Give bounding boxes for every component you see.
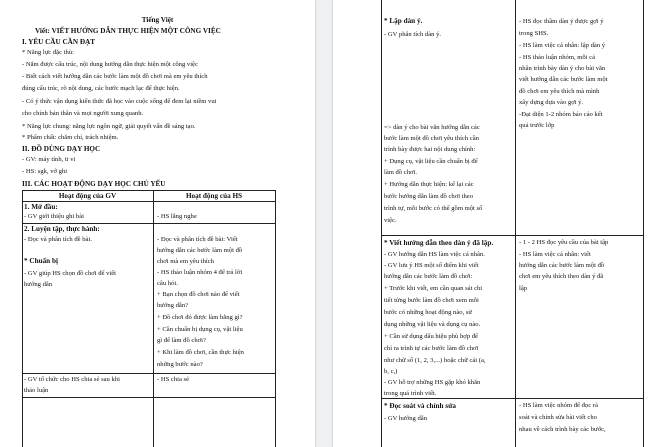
row-title: 2. Luyện tập, thực hành: bbox=[24, 225, 100, 233]
text-line: * Năng lực chung: năng lực ngôn ngữ, giải quyết vấn đề sáng tạo. bbox=[22, 123, 196, 130]
cell-text: hướng dẫn các bước làm một đồ bbox=[157, 247, 243, 254]
cell-text: - GV giúp HS chọn đồ chơi để viết bbox=[24, 270, 117, 277]
cell-text: - 1 - 2 HS đọc yêu cầu của bài tập bbox=[519, 239, 609, 246]
table-rule bbox=[22, 397, 275, 398]
cell-text: -Đại diện 1-2 nhóm báo cáo kết bbox=[519, 111, 603, 118]
subject-heading: Tiếng Việt bbox=[141, 16, 174, 24]
section-heading-3: III. CÁC HOẠT ĐỘNG DẠY HỌC CHỦ YẾU bbox=[22, 180, 166, 188]
cell-text: - GV giới thiệu ghi bài bbox=[24, 213, 84, 220]
cell-text: như chữ số (1, 2, 3,...) hoặc chữ cái (a, bbox=[384, 357, 486, 364]
cell-text: bước hướng dẫn làm đồ chơi theo bbox=[384, 193, 474, 200]
cell-text: bước làm một đồ chơi yêu thích cần bbox=[384, 135, 479, 142]
cell-text: nhau về cách trình bày các bước, bbox=[519, 426, 606, 433]
section-heading-1: I. YÊU CẦU CẦN ĐẠT bbox=[22, 38, 96, 46]
table-divider bbox=[153, 190, 154, 447]
text-line: cho chính bản thân và mọi người xung quanh. bbox=[22, 110, 144, 117]
text-line: - Nắm được cấu trúc, nội dung hướng dẫn thực hiện một công việc bbox=[22, 61, 198, 68]
cell-text: - GV lưu ý HS một số điểm khi viết bbox=[384, 262, 479, 269]
cell-text: + Cần chuẩn bị dụng cụ, vật liệu bbox=[157, 326, 243, 333]
cell-text: - GV phân tích dàn ý. bbox=[384, 31, 442, 38]
cell-text: - Đọc và phân tích đề bài: Viết bbox=[157, 236, 238, 243]
row-title: * Đọc soát và chỉnh sửa bbox=[384, 402, 457, 410]
cell-text: - GV tổ chức cho HS chia sẻ sau khi bbox=[24, 376, 120, 383]
cell-text: + Cần sử dụng dấu hiệu phù hợp để bbox=[384, 333, 478, 340]
cell-text: - HS thảo luận nhóm 4 để trả lời bbox=[157, 269, 243, 276]
table-rule bbox=[22, 201, 275, 202]
cell-text: - HS đọc thầm dàn ý được gợi ý bbox=[519, 18, 604, 25]
cell-text: quả trước lớp bbox=[519, 122, 555, 129]
section-heading-2: II. ĐỒ DÙNG DẠY HỌC bbox=[22, 145, 101, 153]
cell-text: viết hướng dẫn các bước làm một bbox=[519, 76, 608, 83]
cell-text: hướng dẫn bbox=[24, 281, 53, 288]
cell-text: - GV hướng dẫn bbox=[384, 415, 428, 422]
cell-text: + Dụng cụ, vật liệu cần chuẩn bị để bbox=[384, 158, 478, 165]
cell-text: - HS lắng nghe bbox=[157, 213, 197, 220]
cell-text: câu hỏi. bbox=[157, 280, 178, 287]
cell-text: trình tự, mỗi bước có thể gồm một số bbox=[384, 205, 483, 212]
lesson-title: Viết: VIẾT HƯỚNG DẪN THỰC HIỆN MỘT CÔNG VIỆC bbox=[35, 27, 221, 35]
cell-text: xây dựng dựa vào gợi ý. bbox=[519, 99, 584, 106]
cell-text: - GV hướng dẫn HS làm việc cá nhân. bbox=[384, 251, 485, 258]
cell-text: nhân trình bày dàn ý cho bài văn bbox=[519, 65, 606, 72]
cell-text: những bước nào? bbox=[157, 361, 203, 368]
cell-text: - HS làm việc nhóm để đọc rà bbox=[519, 402, 598, 409]
cell-text: việc. bbox=[384, 217, 397, 224]
cell-text: tiết từng bước làm đồ chơi xem mỗi bbox=[384, 297, 479, 304]
cell-text: + Bạn chọn đồ chơi nào để viết bbox=[157, 291, 240, 298]
cell-text: bước có những hoạt động nào, sử bbox=[384, 309, 473, 316]
text-line: - Biết cách viết hướng dẫn các bước làm một đồ chơi mà em yêu thích bbox=[22, 73, 208, 80]
cell-text: dụng những vật liệu và dụng cụ nào. bbox=[384, 321, 481, 328]
cell-text: trong SHS. bbox=[519, 30, 549, 37]
cell-text: - HS làm việc cá nhân: viết bbox=[519, 251, 591, 258]
text-line: đúng cấu trúc, rõ nội dung, các bước mạch lạc để thực hiện. bbox=[22, 85, 180, 92]
cell-text: + Khi làm đồ chơi, cần thực hiện bbox=[157, 349, 244, 356]
table-header-hs: Hoạt động của HS bbox=[185, 192, 243, 200]
cell-text: trong quá trình viết. bbox=[384, 390, 437, 397]
cell-text: b, c,) bbox=[384, 368, 398, 375]
cell-text: gì để làm đồ chơi? bbox=[157, 337, 206, 344]
cell-text: chơi mà em yêu thích bbox=[157, 258, 214, 265]
table-header-gv: Hoạt động của GV bbox=[58, 192, 117, 200]
cell-text: trình bày được hai nội dung chính: bbox=[384, 146, 476, 153]
text-line: * Phẩm chất: chăm chỉ, trách nhiệm. bbox=[22, 134, 119, 141]
cell-text: - HS thảo luận nhóm, mỗi cá bbox=[519, 54, 595, 61]
cell-text: => dàn ý cho bài văn hướng dẫn các bbox=[384, 124, 480, 131]
cell-text: đồ chơi em yêu thích mà mình bbox=[519, 88, 600, 95]
text-line: * Năng lực đặc thù: bbox=[22, 49, 74, 56]
cell-text: thảo luận bbox=[24, 387, 49, 394]
table-divider bbox=[515, 0, 516, 447]
cell-text: + Đồ chơi đó được làm bằng gì? bbox=[157, 314, 243, 321]
cell-text: soát và chỉnh sửa bài viết cho bbox=[519, 414, 597, 421]
cell-text: lập bbox=[519, 285, 528, 292]
cell-text: + Trước khi viết, em cần quan sát chi bbox=[384, 285, 483, 292]
text-line: - GV: máy tính, ti vi bbox=[22, 156, 76, 163]
cell-text: hướng dẫn các bước làm một đồ bbox=[519, 262, 605, 269]
cell-text: làm đồ chơi. bbox=[384, 169, 417, 176]
row-title: * Lập dàn ý. bbox=[384, 17, 423, 25]
cell-text: - HS chia sẻ bbox=[157, 376, 190, 383]
cell-text: - GV hỗ trợ những HS gặp khó khăn bbox=[384, 379, 481, 386]
row-title: * Viết hướng dẫn theo dàn ý đã lập. bbox=[384, 239, 494, 247]
cell-text: hướng dẫn các bước làm đồ chơi: bbox=[384, 273, 473, 280]
row-title: 1. Mở đầu: bbox=[24, 203, 58, 211]
text-line: - HS: sgk, vở ghi bbox=[22, 168, 68, 175]
table-rule bbox=[381, 235, 643, 236]
cell-subheading: * Chuẩn bị bbox=[24, 257, 58, 265]
cell-text: chỉ ra trình tự các bước làm đồ chơi bbox=[384, 345, 479, 352]
cell-text: - HS làm việc cá nhân: lập dàn ý bbox=[519, 42, 606, 49]
cell-text: + Hướng dẫn thực hiện: kể lại các bbox=[384, 181, 474, 188]
table-rule bbox=[22, 373, 275, 374]
cell-text: chơi em yêu thích theo dàn ý đã bbox=[519, 273, 604, 280]
text-line: - Có ý thức vận dụng kiến thức đã học vào cuộc sống để đem lại niềm vui bbox=[22, 98, 217, 105]
document-page-left bbox=[0, 0, 315, 447]
cell-text: hướng dẫn? bbox=[157, 302, 189, 309]
cell-text: - Đọc và phân tích đề bài. bbox=[24, 236, 92, 243]
document-page-right bbox=[333, 0, 650, 447]
